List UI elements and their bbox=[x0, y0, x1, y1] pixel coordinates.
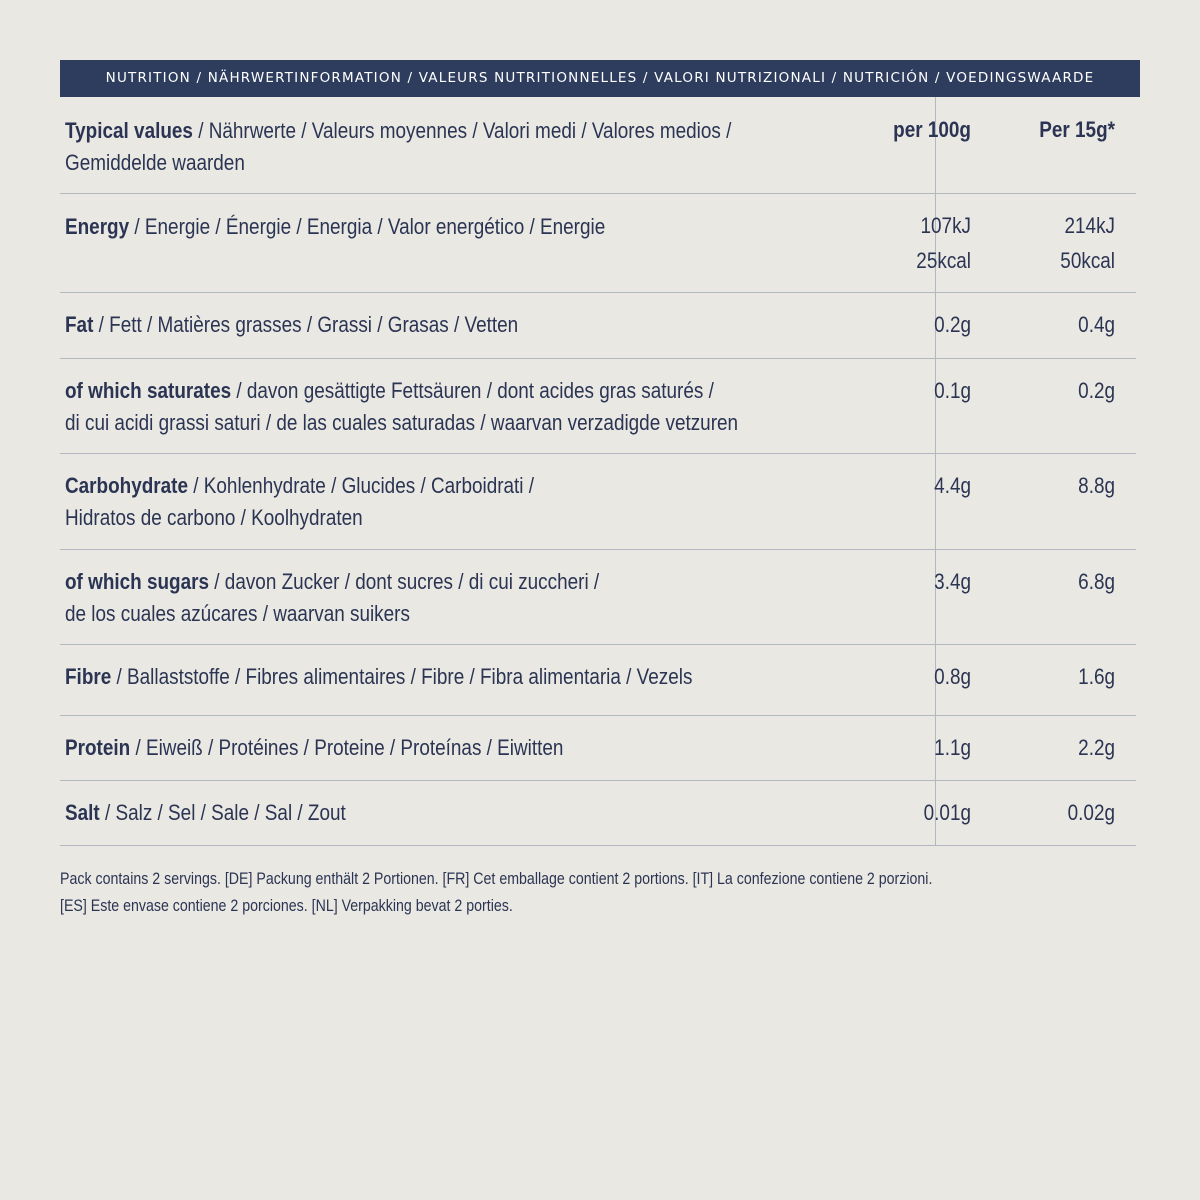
fibre-per-100g: 0.8g bbox=[934, 664, 971, 689]
protein-per-15g: 2.2g bbox=[1078, 735, 1115, 760]
carbohydrate-per-100g: 4.4g bbox=[934, 473, 971, 498]
fat-per-100g: 0.2g bbox=[934, 312, 971, 337]
fibre-per-15g: 1.6g bbox=[1078, 664, 1115, 689]
carbohydrate-label: Carbohydrate / Kohlenhydrate / Glucides / Carboidrati / Hidratos de carbono / Koolhydraten bbox=[65, 473, 535, 530]
typical-values-label bbox=[65, 115, 865, 179]
table-row-fat bbox=[60, 293, 1136, 359]
table-row-salt bbox=[60, 781, 1136, 846]
nutrition-header-bar bbox=[60, 60, 1140, 97]
saturates-label: of which saturates / davon gesättigte Fettsäuren / dont acides gras saturés / di cui acidi grassi saturi / de las cuales saturadas / waarvan verzadigde vetzuren bbox=[65, 378, 739, 435]
energy-per-15g: 214kJ 50kcal bbox=[1060, 213, 1115, 273]
fat-per-15g: 0.4g bbox=[1078, 312, 1115, 337]
fat-label: Fat / Fett / Matières grasses / Grassi / Grasas / Vetten bbox=[65, 312, 519, 337]
nutrition-header-title: NUTRITION / NÄHRWERTINFORMATION / VALEURS NUTRITIONNELLES / VALORI NUTRIZIONALI / NUTRICIÓN / VOEDINGSWAARDE bbox=[105, 70, 1095, 86]
table-row-saturates bbox=[60, 359, 1136, 454]
col-header-per-100g: per 100g bbox=[893, 117, 971, 142]
table-row-fibre bbox=[60, 645, 1136, 716]
table-row-carbohydrate bbox=[60, 454, 1136, 550]
carbohydrate-per-15g: 8.8g bbox=[1078, 473, 1115, 498]
salt-per-100g: 0.01g bbox=[923, 800, 971, 825]
energy-per-100g: 107kJ 25kcal bbox=[916, 213, 971, 273]
protein-label: Protein / Eiweiß / Protéines / Proteine / Proteínas / Eiwitten bbox=[65, 735, 564, 760]
saturates-per-100g: 0.1g bbox=[934, 378, 971, 403]
table-row-protein bbox=[60, 716, 1136, 781]
nutrition-table bbox=[60, 97, 1136, 846]
sugars-per-15g: 6.8g bbox=[1078, 569, 1115, 594]
table-row-sugars bbox=[60, 550, 1136, 645]
saturates-per-15g: 0.2g bbox=[1078, 378, 1115, 403]
typical-values-rest-line1: / Nährwerte / Valeurs moyennes / Valori medi / Valores medios / bbox=[192, 118, 732, 143]
typical-values-bold: Typical values bbox=[65, 118, 193, 143]
energy-label: Energy / Energie / Énergie / Energia / Valor energético / Energie bbox=[65, 214, 606, 239]
salt-label: Salt / Salz / Sel / Sale / Sal / Zout bbox=[65, 800, 346, 825]
fibre-label: Fibre / Ballaststoffe / Fibres alimentaires / Fibre / Fibra alimentaria / Vezels bbox=[65, 664, 693, 689]
table-row-energy bbox=[60, 194, 1136, 293]
sugars-per-100g: 3.4g bbox=[934, 569, 971, 594]
col-header-per-15g: Per 15g* bbox=[1039, 117, 1115, 142]
footnote-line2: [ES] Este envase contiene 2 porciones. [NL] Verpakking bevat 2 porties. bbox=[60, 897, 513, 915]
sugars-label: of which sugars / davon Zucker / dont sucres / di cui zuccheri / de los cuales azúcares / waarvan suikers bbox=[65, 569, 600, 626]
protein-per-100g: 1.1g bbox=[934, 735, 971, 760]
typical-values-rest-line2: Gemiddelde waarden bbox=[65, 150, 245, 175]
table-head-row bbox=[60, 97, 1136, 194]
salt-per-15g: 0.02g bbox=[1067, 800, 1115, 825]
servings-footnote bbox=[60, 866, 1140, 920]
footnote-line1: Pack contains 2 servings. [DE] Packung enthält 2 Portionen. [FR] Cet emballage contient 2 portions. [IT] La confezione contiene 2 porzioni. bbox=[60, 870, 933, 888]
